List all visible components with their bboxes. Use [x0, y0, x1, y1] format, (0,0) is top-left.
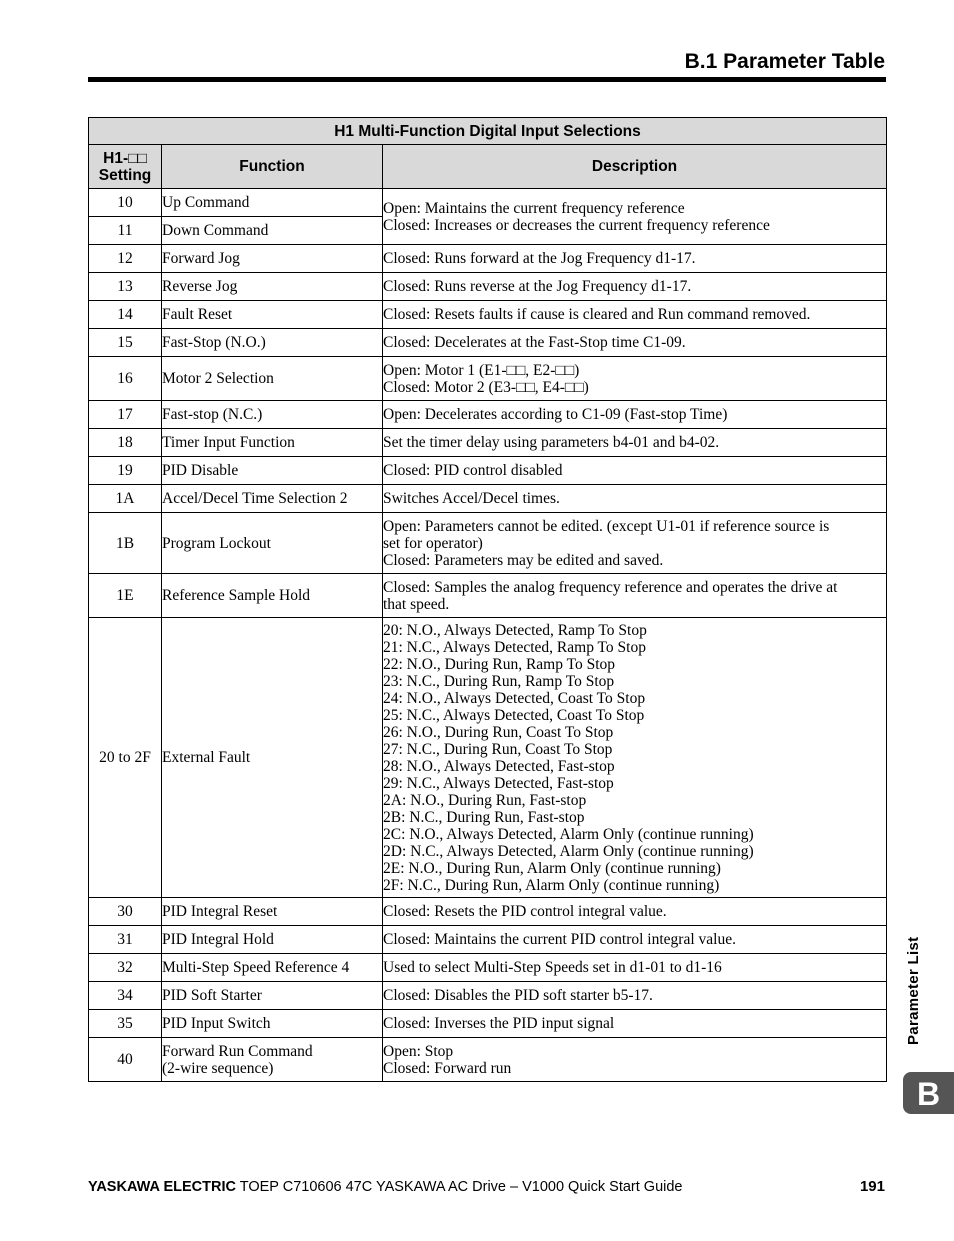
function-line: Forward Run Command [162, 1042, 313, 1060]
description-line: Open: Maintains the current frequency reference [383, 199, 685, 217]
description-line: Used to select Multi-Step Speeds set in d1-01 to d1-16 [383, 959, 722, 976]
description-line: Open: Motor 1 (E1-□□, E2-□□) [383, 361, 580, 379]
description-line: Open: Decelerates according to C1-09 (Fast-stop Time) [383, 406, 728, 423]
function-cell [162, 926, 383, 954]
setting-cell: 35 [89, 1010, 162, 1038]
description-line: Closed: PID control disabled [383, 462, 563, 479]
function-line: PID Integral Reset [162, 903, 278, 920]
function-line: Up Command [162, 194, 250, 211]
setting-header-line: H1-□□ [103, 149, 147, 167]
function-line: PID Input Switch [162, 1015, 271, 1032]
description-line: Set the timer delay using parameters b4-01 and b4-02. [383, 434, 720, 451]
setting-cell: 20 to 2F [89, 618, 162, 898]
function-cell [162, 898, 383, 926]
description-cell [383, 574, 887, 618]
table-row [89, 273, 887, 301]
description-line: 22: N.O., During Run, Ramp To Stop [383, 655, 616, 673]
function-cell [162, 301, 383, 329]
function-line: Program Lockout [162, 534, 271, 552]
setting-cell: 1A [89, 485, 162, 513]
description-cell [383, 1038, 887, 1082]
description-cell [383, 273, 887, 301]
description-cell [383, 926, 887, 954]
function-line: Fault Reset [162, 306, 233, 323]
description-line: 2D: N.C., Always Detected, Alarm Only (continue running) [383, 842, 754, 860]
table-row [89, 429, 887, 457]
function-cell [162, 189, 383, 217]
description-line: 27: N.C., During Run, Coast To Stop [383, 740, 613, 758]
function-line: Multi-Step Speed Reference 4 [162, 959, 350, 976]
setting-cell: 40 [89, 1038, 162, 1082]
setting-cell: 34 [89, 982, 162, 1010]
sidebar-section-label: Parameter List [905, 936, 922, 1045]
table-row [89, 189, 887, 217]
setting-cell: 1E [89, 574, 162, 618]
function-cell [162, 457, 383, 485]
table-row [89, 926, 887, 954]
function-cell [162, 273, 383, 301]
description-line: 25: N.C., Always Detected, Coast To Stop [383, 706, 645, 724]
description-cell [383, 429, 887, 457]
description-line: 24: N.O., Always Detected, Coast To Stop [383, 689, 646, 707]
function-cell [162, 513, 383, 574]
parameter-table [88, 117, 887, 1082]
function-cell [162, 217, 383, 245]
description-line: Open: Stop [383, 1042, 454, 1060]
description-cell [383, 898, 887, 926]
footer-doc-title: TOEP C710606 47C YASKAWA AC Drive – V1000 Quick Start Guide [235, 1179, 683, 1195]
setting-cell: 16 [89, 357, 162, 401]
table-caption: H1 Multi-Function Digital Input Selections [89, 118, 887, 145]
table-row [89, 485, 887, 513]
page-number: 191 [859, 1178, 885, 1195]
function-line: Down Command [162, 222, 269, 239]
setting-cell: 19 [89, 457, 162, 485]
setting-cell: 1B [89, 513, 162, 574]
setting-cell: 30 [89, 898, 162, 926]
function-cell [162, 1038, 383, 1082]
table-row [89, 982, 887, 1010]
setting-cell: 10 [89, 189, 162, 217]
description-line: Closed: Maintains the current PID control integral value. [383, 931, 736, 948]
description-line: 2E: N.O., During Run, Alarm Only (continue running) [383, 859, 721, 877]
description-line: 2C: N.O., Always Detected, Alarm Only (continue running) [383, 825, 754, 843]
description-cell [383, 485, 887, 513]
table-row [89, 329, 887, 357]
description-line: 2B: N.C., During Run, Fast-stop [383, 808, 585, 826]
column-header-description: Description [383, 145, 887, 189]
function-cell [162, 429, 383, 457]
function-line: Accel/Decel Time Selection 2 [162, 490, 348, 507]
page-section-title: B.1 Parameter Table [684, 50, 885, 73]
description-line: 28: N.O., Always Detected, Fast-stop [383, 757, 615, 775]
description-line: Switches Accel/Decel times. [383, 490, 560, 507]
description-line: 26: N.O., During Run, Coast To Stop [383, 723, 614, 741]
function-line: Reference Sample Hold [162, 587, 311, 604]
description-cell [383, 301, 887, 329]
description-cell [383, 513, 887, 574]
description-line: Closed: Runs forward at the Jog Frequency d1-17. [383, 250, 696, 267]
function-line: PID Disable [162, 462, 239, 479]
function-line: Forward Jog [162, 250, 240, 267]
function-line: External Fault [162, 749, 251, 766]
description-line: Closed: Parameters may be edited and saved. [383, 551, 664, 569]
description-line: 2F: N.C., During Run, Alarm Only (continue running) [383, 876, 720, 894]
description-line: 29: N.C., Always Detected, Fast-stop [383, 774, 614, 792]
description-cell [383, 457, 887, 485]
table-row [89, 457, 887, 485]
setting-cell: 31 [89, 926, 162, 954]
description-line: Closed: Increases or decreases the current frequency reference [383, 216, 770, 234]
table-body [89, 189, 887, 1082]
description-cell [383, 245, 887, 273]
function-line: Timer Input Function [162, 434, 295, 451]
function-line: Motor 2 Selection [162, 370, 274, 387]
function-cell [162, 1010, 383, 1038]
description-cell [383, 618, 887, 898]
setting-header-line: Setting [98, 166, 152, 184]
description-line: 23: N.C., During Run, Ramp To Stop [383, 672, 615, 690]
column-header-function: Function [162, 145, 383, 189]
setting-cell: 18 [89, 429, 162, 457]
function-cell [162, 245, 383, 273]
table-row [89, 357, 887, 401]
function-cell [162, 329, 383, 357]
setting-cell: 15 [89, 329, 162, 357]
description-line: set for operator) [383, 534, 483, 552]
function-cell [162, 401, 383, 429]
description-line: 20: N.O., Always Detected, Ramp To Stop [383, 621, 647, 639]
description-line: Closed: Resets the PID control integral value. [383, 903, 667, 920]
function-cell [162, 574, 383, 618]
function-line: PID Integral Hold [162, 931, 274, 948]
table-row [89, 574, 887, 618]
setting-cell: 13 [89, 273, 162, 301]
table-row [89, 618, 887, 898]
description-line: Open: Parameters cannot be edited. (except U1-01 if reference source is [383, 517, 830, 535]
description-cell [383, 401, 887, 429]
function-line: Fast-stop (N.C.) [162, 406, 263, 423]
function-line: PID Soft Starter [162, 987, 262, 1004]
footer-brand: YASKAWA ELECTRIC [88, 1179, 236, 1195]
description-cell [383, 357, 887, 401]
function-line: Reverse Jog [162, 278, 238, 295]
table-row [89, 1010, 887, 1038]
setting-cell: 14 [89, 301, 162, 329]
description-cell [383, 329, 887, 357]
function-cell [162, 982, 383, 1010]
description-cell [383, 1010, 887, 1038]
description-line: 2A: N.O., During Run, Fast-stop [383, 791, 587, 809]
column-header-setting [89, 145, 162, 189]
function-cell [162, 357, 383, 401]
setting-cell: 32 [89, 954, 162, 982]
description-cell [383, 954, 887, 982]
setting-cell: 11 [89, 217, 162, 245]
appendix-tab[interactable]: B [903, 1072, 954, 1114]
description-line: Closed: Decelerates at the Fast-Stop time C1-09. [383, 334, 686, 351]
description-line: Closed: Disables the PID soft starter b5-17. [383, 987, 653, 1004]
function-line: Fast-Stop (N.O.) [162, 334, 266, 351]
description-line: Closed: Forward run [383, 1059, 512, 1077]
description-line: Closed: Inverses the PID input signal [383, 1015, 615, 1032]
function-cell [162, 954, 383, 982]
function-cell [162, 485, 383, 513]
header-rule [88, 77, 886, 82]
table-row [89, 898, 887, 926]
description-line: 21: N.C., Always Detected, Ramp To Stop [383, 638, 646, 656]
setting-cell: 17 [89, 401, 162, 429]
table-row [89, 301, 887, 329]
function-cell [162, 618, 383, 898]
function-line: (2-wire sequence) [162, 1059, 274, 1077]
description-cell [383, 982, 887, 1010]
setting-cell: 12 [89, 245, 162, 273]
description-line: Closed: Motor 2 (E3-□□, E4-□□) [383, 378, 589, 396]
table-row [89, 1038, 887, 1082]
description-line: Closed: Resets faults if cause is cleared and Run command removed. [383, 306, 811, 323]
table-row [89, 954, 887, 982]
description-line: that speed. [383, 595, 450, 613]
table-row [89, 245, 887, 273]
description-cell [383, 189, 887, 245]
table-row [89, 401, 887, 429]
table-row [89, 513, 887, 574]
footer-doc-info [88, 1179, 683, 1195]
description-line: Closed: Samples the analog frequency reference and operates the drive at [383, 578, 838, 596]
description-line: Closed: Runs reverse at the Jog Frequency d1-17. [383, 278, 692, 295]
